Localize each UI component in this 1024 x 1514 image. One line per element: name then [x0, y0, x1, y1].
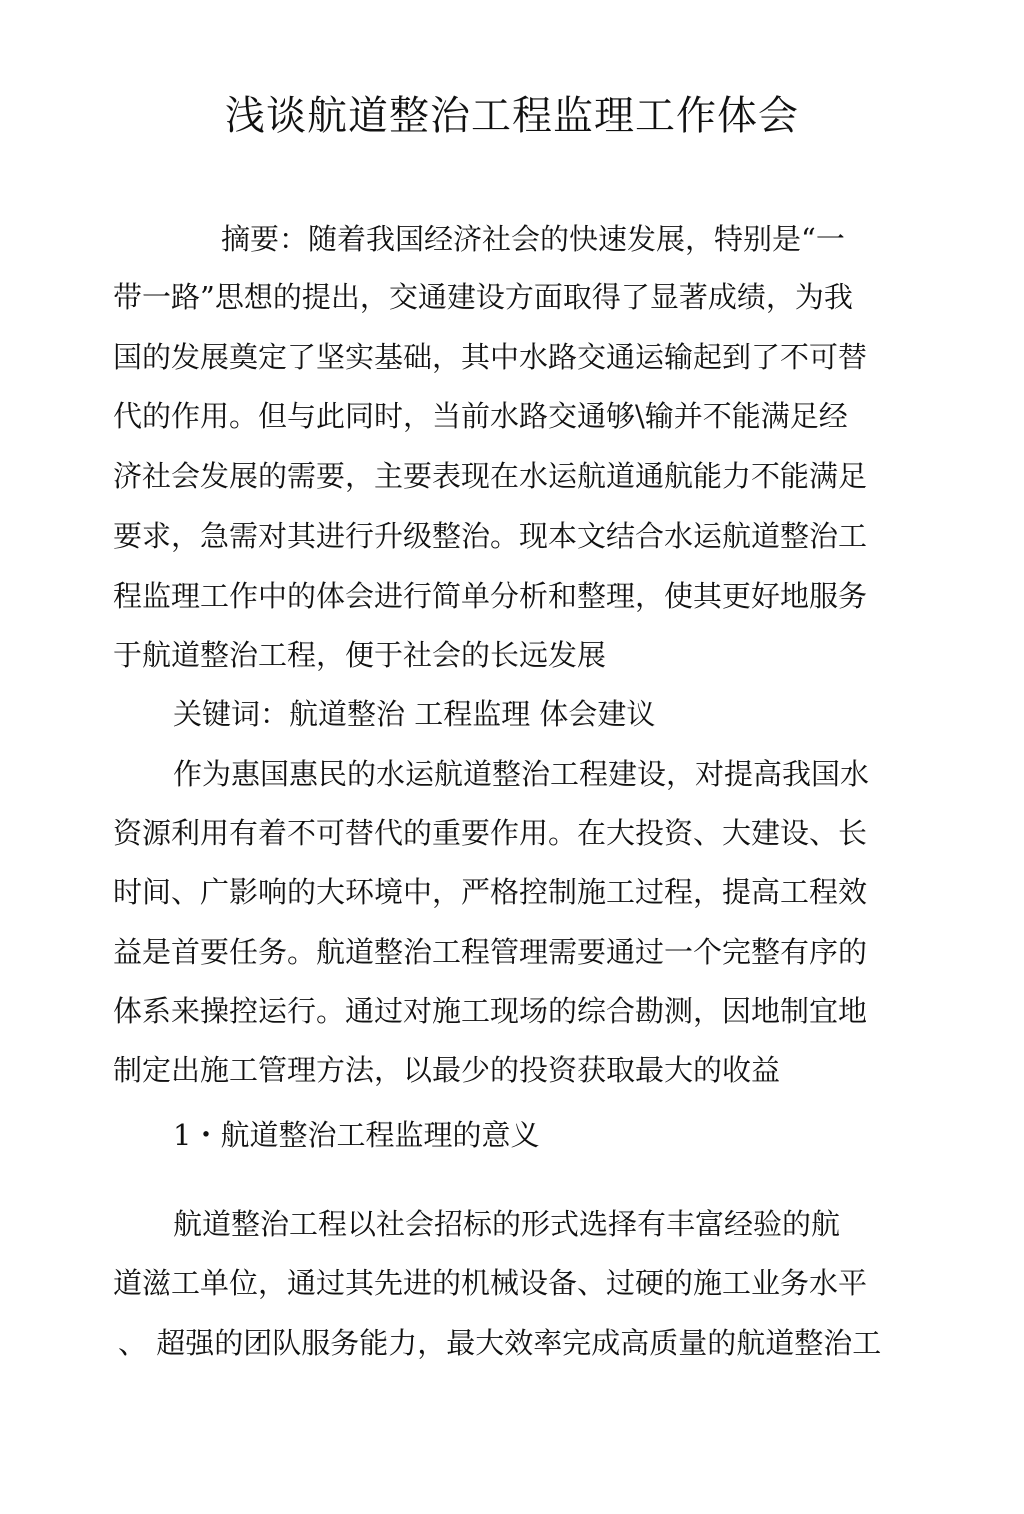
intro-line: 制定出施工管理方法，以最少的投资获取最大的收益 — [113, 1053, 781, 1087]
abstract-line: 摘要：随着我国经济社会的快速发展，特别是“一 — [221, 222, 845, 256]
abstract-line: 代的作用。但与此同时，当前水路交通够\输并不能满足经 — [113, 399, 848, 433]
abstract-line: 要求，急需对其进行升级整治。现本文结合水运航道整治工 — [113, 519, 868, 553]
keywords-line: 关键词：航道整治 工程监理 体会建议 — [173, 697, 656, 731]
intro-line: 时间、广影响的大环境中，严格控制施工过程，提高工程效 — [113, 875, 868, 909]
intro-line: 作为惠国惠民的水运航道整治工程建设，对提高我国水 — [173, 757, 870, 791]
abstract-line: 于航道整治工程，便于社会的长远发展 — [113, 638, 607, 672]
abstract-line: 带一路”思想的提出，交通建设方面取得了显著成绩，为我 — [113, 280, 853, 314]
abstract-line: 国的发展奠定了坚实基础，其中水路交通运输起到了不可替 — [113, 340, 868, 374]
section-line: 、 超强的团队服务能力，最大效率完成高质量的航道整治工 — [118, 1326, 882, 1360]
intro-line: 资源利用有着不可替代的重要作用。在大投资、大建设、长 — [113, 816, 868, 850]
section-line: 航道整治工程以社会招标的形式选择有丰富经验的航 — [173, 1207, 841, 1241]
intro-line: 体系来操控运行。通过对施工现场的综合勘测，因地制宜地 — [113, 994, 868, 1028]
section-heading: 1・航道整治工程监理的意义 — [173, 1118, 540, 1152]
section-line: 道滋工单位，通过其先进的机械设备、过硬的施工业务水平 — [113, 1266, 868, 1300]
document-title: 浅谈航道整治工程监理工作体会 — [225, 93, 799, 139]
intro-line: 益是首要任务。航道整治工程管理需要通过一个完整有序的 — [113, 935, 868, 969]
abstract-line: 济社会发展的需要，主要表现在水运航道通航能力不能满足 — [113, 459, 868, 493]
abstract-line: 程监理工作中的体会进行简单分析和整理，使其更好地服务 — [113, 579, 868, 613]
